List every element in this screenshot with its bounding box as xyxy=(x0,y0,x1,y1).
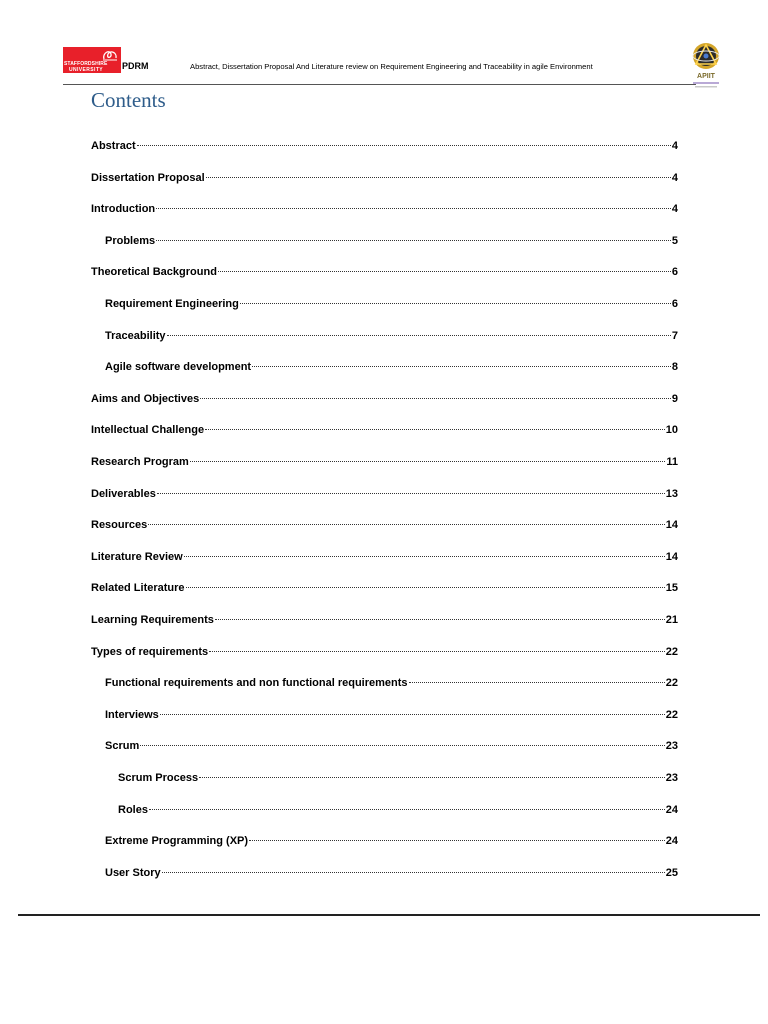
toc-entry[interactable] xyxy=(105,326,678,342)
toc-entry-page-number: 24 xyxy=(665,835,678,848)
toc-dot-leader xyxy=(184,544,665,557)
toc-entry[interactable] xyxy=(105,294,678,310)
toc-entry-page-number: 4 xyxy=(671,140,678,152)
stafford-knot-icon xyxy=(101,48,119,62)
footer-divider xyxy=(18,914,760,916)
toc-entry-label: Related Literature xyxy=(91,582,185,595)
toc-entry-page-number: 9 xyxy=(671,392,678,405)
toc-entry-page-number: 6 xyxy=(671,298,678,310)
module-code: PDRM xyxy=(122,61,149,71)
toc-entry[interactable] xyxy=(91,420,678,436)
toc-entry-page-number: 8 xyxy=(671,361,678,374)
toc-entry-page-number: 24 xyxy=(665,803,678,816)
toc-dot-leader xyxy=(205,417,665,430)
toc-entry-label: Agile software development xyxy=(105,361,252,374)
toc-entry-label: Aims and Objectives xyxy=(91,392,200,405)
contents-heading: Contents xyxy=(91,88,166,112)
toc-dot-leader xyxy=(206,165,671,178)
toc-entry-label: Dissertation Proposal xyxy=(91,171,205,184)
staffordshire-university-logo xyxy=(63,47,121,73)
toc-entry-page-number: 15 xyxy=(665,582,678,595)
toc-entry[interactable] xyxy=(91,168,678,184)
toc-dot-leader xyxy=(215,607,665,620)
toc-dot-leader xyxy=(190,449,666,462)
toc-entry[interactable] xyxy=(105,736,678,752)
toc-entry[interactable] xyxy=(105,673,678,689)
toc-entry[interactable] xyxy=(91,136,678,152)
apiit-logo-text: APIIT xyxy=(697,73,715,80)
toc-dot-leader xyxy=(137,133,671,146)
university-logo-line2: UNIVERSITY xyxy=(69,67,104,73)
toc-entry[interactable] xyxy=(118,768,678,784)
toc-entry-label: Research Program xyxy=(91,456,189,468)
toc-entry-label: Functional requirements and non functional requirements xyxy=(105,677,408,690)
toc-entry[interactable] xyxy=(91,642,678,658)
toc-entry[interactable] xyxy=(91,547,678,563)
toc-entry[interactable] xyxy=(105,231,678,247)
toc-entry[interactable] xyxy=(91,484,678,500)
university-logo-line1: STAFFORDSHIRE xyxy=(64,61,108,67)
toc-entry[interactable] xyxy=(91,452,678,468)
toc-dot-leader xyxy=(249,828,665,841)
toc-entry-page-number: 25 xyxy=(665,866,678,879)
toc-entry-label: Deliverables xyxy=(91,487,156,500)
page-header xyxy=(0,0,768,90)
toc-entry-page-number: 22 xyxy=(665,645,678,658)
toc-dot-leader xyxy=(160,702,665,715)
toc-entry-page-number: 21 xyxy=(665,614,678,626)
toc-dot-leader xyxy=(157,481,665,494)
toc-entry-label: Roles xyxy=(118,803,148,816)
toc-entry[interactable] xyxy=(118,800,678,816)
toc-dot-leader xyxy=(209,639,665,652)
toc-entry-label: Traceability xyxy=(105,329,166,342)
toc-entry[interactable] xyxy=(91,199,678,215)
toc-entry-label: Scrum Process xyxy=(118,772,199,784)
toc-entry-page-number: 5 xyxy=(671,234,678,247)
toc-entry-label: Theoretical Background xyxy=(91,266,217,279)
toc-entry-label: Interviews xyxy=(105,708,159,721)
toc-entry[interactable] xyxy=(105,705,678,721)
toc-entry[interactable] xyxy=(91,610,678,626)
apiit-logo xyxy=(684,40,728,90)
toc-dot-leader xyxy=(148,512,664,525)
toc-entry-label: Intellectual Challenge xyxy=(91,424,205,437)
toc-entry[interactable] xyxy=(105,863,678,879)
toc-entry-page-number: 22 xyxy=(665,708,678,721)
toc-entry-label: Problems xyxy=(105,234,156,247)
toc-entry-page-number: 10 xyxy=(665,424,678,437)
toc-dot-leader xyxy=(149,797,665,810)
toc-entry[interactable] xyxy=(91,515,678,531)
toc-dot-leader xyxy=(162,860,665,873)
toc-entry-page-number: 4 xyxy=(671,203,678,216)
toc-entry-page-number: 22 xyxy=(665,677,678,690)
toc-entry-label: Introduction xyxy=(91,203,156,216)
toc-entry-page-number: 14 xyxy=(665,550,678,563)
document-title: Abstract, Dissertation Proposal And Literature review on Requirement Engineering and Traceability in agile Environment xyxy=(190,62,593,71)
toc-entry[interactable] xyxy=(105,357,678,373)
toc-entry-page-number: 7 xyxy=(671,329,678,342)
header-divider xyxy=(63,84,696,85)
toc-entry-label: Learning Requirements xyxy=(91,614,214,626)
toc-entry-label: Literature Review xyxy=(91,550,183,563)
toc-dot-leader xyxy=(199,765,665,778)
toc-entry-page-number: 23 xyxy=(665,740,678,753)
toc-entry-label: User Story xyxy=(105,866,161,879)
toc-dot-leader xyxy=(156,196,671,209)
toc-entry-page-number: 13 xyxy=(665,487,678,500)
toc-entry-label: Extreme Programming (XP) xyxy=(105,835,249,848)
toc-entry-page-number: 11 xyxy=(666,456,678,468)
toc-entry[interactable] xyxy=(91,578,678,594)
toc-dot-leader xyxy=(218,259,671,272)
toc-entry-page-number: 4 xyxy=(671,171,678,184)
toc-entry-page-number: 23 xyxy=(665,772,678,784)
toc-entry-label: Resources xyxy=(91,519,148,532)
toc-entry-label: Requirement Engineering xyxy=(105,298,239,310)
toc-dot-leader xyxy=(167,323,671,336)
toc-dot-leader xyxy=(252,354,671,367)
toc-dot-leader xyxy=(240,291,671,304)
toc-entry-page-number: 6 xyxy=(671,266,678,279)
toc-dot-leader xyxy=(156,228,671,241)
toc-dot-leader xyxy=(186,575,665,588)
toc-entry[interactable] xyxy=(105,831,678,847)
toc-entry[interactable] xyxy=(91,262,678,278)
toc-entry[interactable] xyxy=(91,389,678,405)
toc-entry-page-number: 14 xyxy=(665,519,678,532)
toc-entry-label: Abstract xyxy=(91,140,136,152)
toc-dot-leader xyxy=(200,386,671,399)
toc-entry-label: Scrum xyxy=(105,740,140,753)
toc-dot-leader xyxy=(140,733,665,746)
toc-dot-leader xyxy=(409,670,665,683)
toc-entry-label: Types of requirements xyxy=(91,645,209,658)
